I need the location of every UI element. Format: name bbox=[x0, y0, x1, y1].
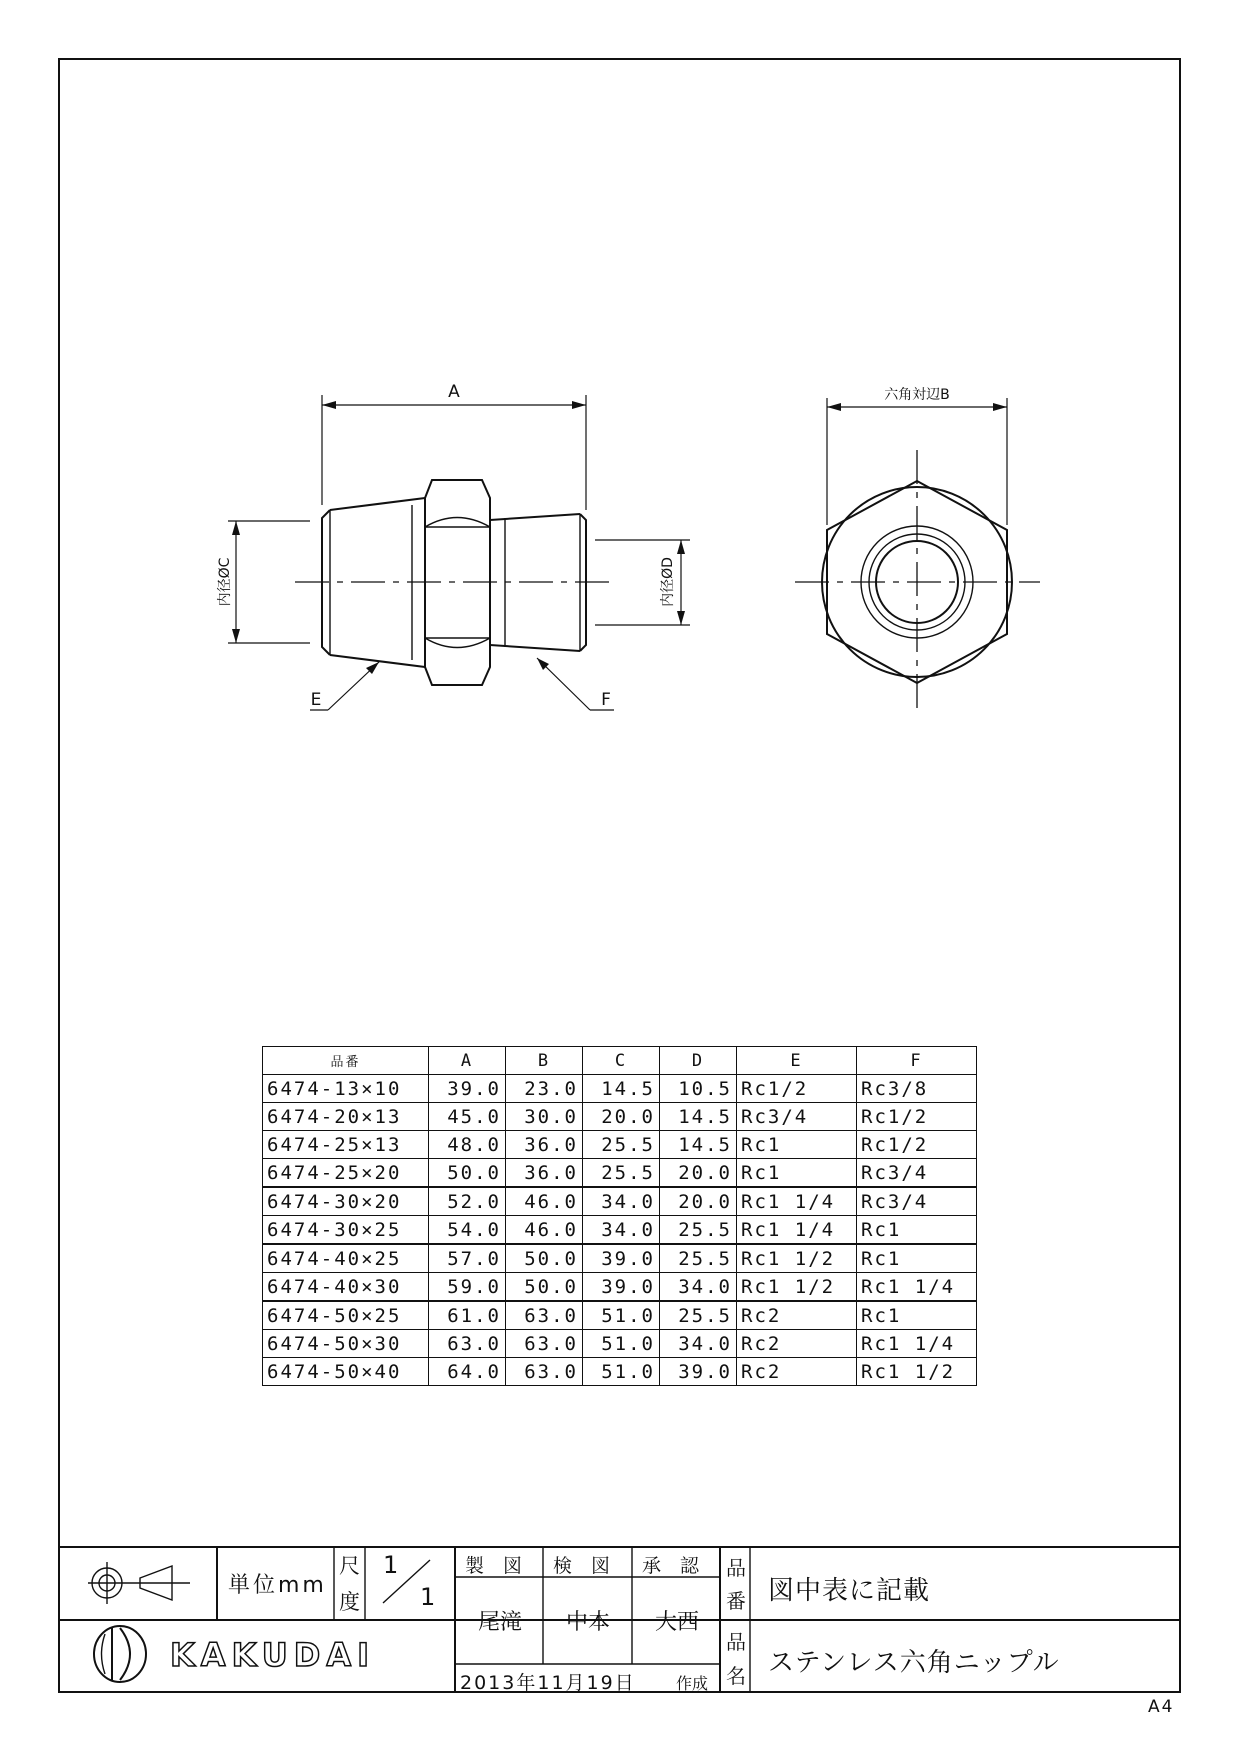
cell-a: 64.0 bbox=[429, 1358, 506, 1386]
cell-a: 57.0 bbox=[429, 1244, 506, 1273]
cell-f: Rc1 1/2 bbox=[857, 1358, 977, 1386]
cell-part-no: 6474-40×30 bbox=[263, 1273, 429, 1302]
cell-d: 10.5 bbox=[660, 1075, 737, 1103]
cell-a: 61.0 bbox=[429, 1301, 506, 1330]
cell-c: 39.0 bbox=[583, 1244, 660, 1273]
part-name-label-2: 名 bbox=[726, 1664, 746, 1688]
cell-a: 63.0 bbox=[429, 1330, 506, 1358]
cell-part-no: 6474-13×10 bbox=[263, 1075, 429, 1103]
spec-table bbox=[262, 1046, 977, 1386]
drawing-date: 2013年11月19日 bbox=[460, 1672, 636, 1694]
paper-size: A4 bbox=[1148, 1697, 1175, 1717]
col-header-e: E bbox=[737, 1047, 857, 1075]
cell-b: 50.0 bbox=[506, 1273, 583, 1302]
part-no-value: 図中表に記載 bbox=[768, 1576, 931, 1606]
cell-a: 48.0 bbox=[429, 1131, 506, 1159]
part-name-value: ステンレス六角ニップル bbox=[768, 1648, 1060, 1678]
cell-d: 20.0 bbox=[660, 1187, 737, 1216]
brand-name: KAKUDAI bbox=[170, 1636, 376, 1674]
cell-d: 20.0 bbox=[660, 1159, 737, 1188]
cell-c: 25.5 bbox=[583, 1159, 660, 1188]
cell-c: 39.0 bbox=[583, 1273, 660, 1302]
cell-e: Rc1 1/4 bbox=[737, 1216, 857, 1245]
cell-e: Rc1 bbox=[737, 1131, 857, 1159]
cell-part-no: 6474-25×20 bbox=[263, 1159, 429, 1188]
cell-c: 34.0 bbox=[583, 1187, 660, 1216]
dim-d-label: 内径ØD bbox=[660, 557, 676, 607]
cell-e: Rc1 1/4 bbox=[737, 1187, 857, 1216]
cell-f: Rc3/4 bbox=[857, 1187, 977, 1216]
unit-label: 単位mm bbox=[228, 1573, 327, 1598]
cell-part-no: 6474-50×25 bbox=[263, 1301, 429, 1330]
kakudai-logo-icon bbox=[94, 1626, 146, 1682]
cell-e: Rc1/2 bbox=[737, 1075, 857, 1103]
cell-part-no: 6474-50×40 bbox=[263, 1358, 429, 1386]
cell-f: Rc1 1/4 bbox=[857, 1330, 977, 1358]
cell-b: 50.0 bbox=[506, 1244, 583, 1273]
cell-b: 63.0 bbox=[506, 1301, 583, 1330]
cell-f: Rc1 bbox=[857, 1216, 977, 1245]
cell-c: 34.0 bbox=[583, 1216, 660, 1245]
table-row bbox=[263, 1187, 977, 1216]
part-name-label-1: 品 bbox=[726, 1630, 746, 1654]
cell-d: 34.0 bbox=[660, 1273, 737, 1302]
cell-c: 51.0 bbox=[583, 1330, 660, 1358]
scale-label-1: 尺 bbox=[339, 1554, 360, 1578]
scale-label-2: 度 bbox=[339, 1590, 360, 1614]
cell-b: 23.0 bbox=[506, 1075, 583, 1103]
cell-e: Rc1 1/2 bbox=[737, 1273, 857, 1302]
cell-c: 51.0 bbox=[583, 1301, 660, 1330]
cell-a: 59.0 bbox=[429, 1273, 506, 1302]
col-header-f: F bbox=[857, 1047, 977, 1075]
cell-part-no: 6474-25×13 bbox=[263, 1131, 429, 1159]
scale-denominator: 1 bbox=[420, 1583, 436, 1611]
label-e: E bbox=[310, 690, 322, 710]
cell-e: Rc1 1/2 bbox=[737, 1244, 857, 1273]
cell-part-no: 6474-20×13 bbox=[263, 1103, 429, 1131]
cell-d: 39.0 bbox=[660, 1358, 737, 1386]
table-row bbox=[263, 1075, 977, 1103]
created-label: 作成 bbox=[676, 1674, 709, 1693]
cell-c: 14.5 bbox=[583, 1075, 660, 1103]
col-header-d: D bbox=[660, 1047, 737, 1075]
cell-c: 51.0 bbox=[583, 1358, 660, 1386]
cell-d: 25.5 bbox=[660, 1216, 737, 1245]
sheet-border bbox=[59, 59, 1180, 1692]
scale-numerator: 1 bbox=[383, 1551, 399, 1579]
table-row bbox=[263, 1358, 977, 1386]
drawn-by: 尾滝 bbox=[478, 1610, 523, 1635]
checked-label: 検 図 bbox=[553, 1555, 611, 1577]
col-header-part-no: 品番 bbox=[263, 1047, 429, 1075]
dim-hex-label: 六角対辺B bbox=[884, 387, 950, 403]
cell-f: Rc1 bbox=[857, 1301, 977, 1330]
drawn-label: 製 図 bbox=[465, 1555, 523, 1577]
cell-part-no: 6474-30×20 bbox=[263, 1187, 429, 1216]
cell-d: 25.5 bbox=[660, 1301, 737, 1330]
cell-f: Rc3/8 bbox=[857, 1075, 977, 1103]
table-row bbox=[263, 1103, 977, 1131]
cell-part-no: 6474-50×30 bbox=[263, 1330, 429, 1358]
cell-f: Rc1 bbox=[857, 1244, 977, 1273]
dim-a-label: A bbox=[448, 382, 460, 402]
table-row bbox=[263, 1301, 977, 1330]
cell-e: Rc2 bbox=[737, 1358, 857, 1386]
cell-b: 36.0 bbox=[506, 1159, 583, 1188]
table-header-row bbox=[263, 1047, 977, 1075]
cell-f: Rc1 1/4 bbox=[857, 1273, 977, 1302]
cell-e: Rc3/4 bbox=[737, 1103, 857, 1131]
cell-b: 63.0 bbox=[506, 1358, 583, 1386]
checked-by: 中本 bbox=[566, 1610, 611, 1635]
cell-a: 50.0 bbox=[429, 1159, 506, 1188]
part-no-label-1: 品 bbox=[726, 1556, 746, 1580]
cell-d: 14.5 bbox=[660, 1131, 737, 1159]
col-header-a: A bbox=[429, 1047, 506, 1075]
cell-part-no: 6474-30×25 bbox=[263, 1216, 429, 1245]
table-row bbox=[263, 1131, 977, 1159]
cell-a: 54.0 bbox=[429, 1216, 506, 1245]
table-row bbox=[263, 1273, 977, 1302]
cell-f: Rc1/2 bbox=[857, 1131, 977, 1159]
cell-c: 20.0 bbox=[583, 1103, 660, 1131]
table-row bbox=[263, 1216, 977, 1245]
cell-d: 14.5 bbox=[660, 1103, 737, 1131]
table-row bbox=[263, 1330, 977, 1358]
cell-f: Rc3/4 bbox=[857, 1159, 977, 1188]
cell-a: 45.0 bbox=[429, 1103, 506, 1131]
col-header-b: B bbox=[506, 1047, 583, 1075]
cell-e: Rc2 bbox=[737, 1301, 857, 1330]
cell-e: Rc1 bbox=[737, 1159, 857, 1188]
cell-part-no: 6474-40×25 bbox=[263, 1244, 429, 1273]
col-header-c: C bbox=[583, 1047, 660, 1075]
cell-e: Rc2 bbox=[737, 1330, 857, 1358]
cell-b: 46.0 bbox=[506, 1187, 583, 1216]
label-f: F bbox=[601, 690, 611, 710]
approved-by: 大西 bbox=[655, 1610, 700, 1635]
cell-a: 52.0 bbox=[429, 1187, 506, 1216]
side-view bbox=[216, 382, 690, 710]
table-row bbox=[263, 1159, 977, 1188]
approved-label: 承 認 bbox=[642, 1555, 700, 1577]
part-no-label-2: 番 bbox=[726, 1589, 746, 1613]
projection-symbol-icon bbox=[88, 1562, 190, 1604]
cell-b: 36.0 bbox=[506, 1131, 583, 1159]
cell-b: 30.0 bbox=[506, 1103, 583, 1131]
cell-d: 25.5 bbox=[660, 1244, 737, 1273]
cell-f: Rc1/2 bbox=[857, 1103, 977, 1131]
cell-a: 39.0 bbox=[429, 1075, 506, 1103]
cell-c: 25.5 bbox=[583, 1131, 660, 1159]
end-view bbox=[795, 387, 1040, 715]
table-row bbox=[263, 1244, 977, 1273]
cell-d: 34.0 bbox=[660, 1330, 737, 1358]
dim-c-label: 内径ØC bbox=[217, 557, 233, 607]
cell-b: 46.0 bbox=[506, 1216, 583, 1245]
cell-b: 63.0 bbox=[506, 1330, 583, 1358]
